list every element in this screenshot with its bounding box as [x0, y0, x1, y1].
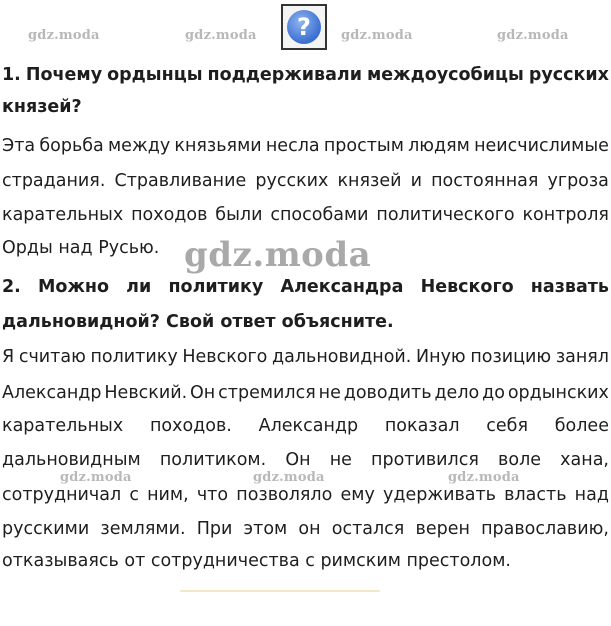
- answer-word: людям: [408, 136, 470, 156]
- answer-word: остался: [331, 519, 405, 539]
- answer-word: борьба: [39, 136, 104, 156]
- title-word: ли: [126, 277, 152, 297]
- answer-word: считаю: [18, 347, 86, 367]
- answer-word: не: [329, 450, 352, 470]
- answer-2-line: [2, 549, 609, 573]
- watermark-top-1: gdz.moda: [28, 28, 100, 43]
- watermark-bottom-3: gdz.moda: [448, 470, 520, 485]
- answer-word: себя: [486, 416, 528, 436]
- answer-word: Невского: [182, 347, 268, 367]
- answer-word: над: [574, 485, 609, 505]
- answer-word: постоянная: [431, 171, 539, 191]
- answer-word: дело: [434, 383, 480, 403]
- answer-word: ордынских: [507, 383, 609, 403]
- answer-word: этом: [243, 519, 288, 539]
- answer-word: доводить: [343, 383, 432, 403]
- answer-word: не: [318, 383, 341, 403]
- answer-word: противился: [371, 450, 479, 470]
- answer-word: Эта: [2, 136, 36, 156]
- title-word: Невского: [420, 277, 514, 297]
- title-word: политику: [168, 277, 264, 297]
- answer-word: удерживать: [382, 485, 496, 505]
- question-2-title-line: [2, 275, 609, 299]
- answer-word: он: [298, 519, 321, 539]
- answer-word: сотрудничал: [2, 485, 122, 505]
- answer-1-line: [2, 169, 609, 193]
- answer-word: Он: [190, 383, 216, 403]
- answer-word: угроза: [547, 171, 609, 191]
- answer-word: что: [196, 485, 229, 505]
- answer-word: неисчислимые: [474, 136, 609, 156]
- title-word: поддерживали: [207, 65, 362, 85]
- answer-word: отказываясь от сотрудничества с римским престолом.: [2, 551, 511, 571]
- title-word: Александра: [280, 277, 404, 297]
- watermark-top-3: gdz.moda: [341, 28, 413, 43]
- watermark-top-2: gdz.moda: [185, 28, 257, 43]
- answer-word: Я: [2, 347, 15, 367]
- answer-word: ним,: [147, 485, 189, 505]
- answer-word: дальновидной.: [272, 347, 412, 367]
- answer-word: При: [196, 519, 233, 539]
- title-word: русских: [528, 65, 609, 85]
- answer-word: землями.: [100, 519, 186, 539]
- answer-2-line: [2, 414, 609, 438]
- title-word: ордынцы: [107, 65, 203, 85]
- answer-word: власть: [504, 485, 567, 505]
- answer-word: политику: [90, 347, 178, 367]
- answer-word: Стравливание: [114, 171, 247, 191]
- watermark-top-4: gdz.moda: [497, 28, 569, 43]
- answer-word: Иную: [416, 347, 466, 367]
- answer-word: политического: [376, 205, 515, 225]
- answer-word: контроля: [522, 205, 609, 225]
- answer-2-line: [2, 483, 609, 507]
- answer-word: православию,: [481, 519, 609, 539]
- answer-word: Невский.: [104, 383, 188, 403]
- answer-word: между: [107, 136, 171, 156]
- answer-word: карательных: [2, 416, 124, 436]
- answer-word: политиком.: [159, 450, 267, 470]
- answer-word: походов.: [149, 416, 232, 436]
- question-2-title-line: [2, 310, 609, 334]
- answer-word: князей: [337, 171, 402, 191]
- answer-word: стремился: [218, 383, 316, 403]
- answer-word: с: [129, 485, 139, 505]
- answer-word: Александр: [258, 416, 359, 436]
- answer-word: хана,: [560, 450, 609, 470]
- answer-2-line: [2, 517, 609, 541]
- bottom-divider: [180, 590, 380, 592]
- answer-word: были: [215, 205, 263, 225]
- answer-1-line: [2, 134, 609, 158]
- question-1-title-line: [2, 63, 609, 87]
- title-word: князей?: [2, 97, 82, 117]
- title-word: 2.: [2, 277, 21, 297]
- answer-word: Он: [285, 450, 311, 470]
- title-word: междоусобицы: [366, 65, 524, 85]
- answer-word: карательных: [2, 205, 124, 225]
- question-icon-glyph: ?: [287, 10, 321, 44]
- answer-word: походов: [131, 205, 208, 225]
- question-1-title-line: [2, 95, 609, 119]
- answer-word: до: [482, 383, 505, 403]
- title-word: Можно: [38, 277, 109, 297]
- answer-word: князьями: [174, 136, 262, 156]
- answer-word: дальновидным: [2, 450, 141, 470]
- answer-1-line: [2, 203, 609, 227]
- answer-word: простым: [323, 136, 404, 156]
- watermark-bottom-2: gdz.moda: [253, 470, 325, 485]
- answer-word: несла: [265, 136, 320, 156]
- answer-word: способами: [270, 205, 369, 225]
- answer-2-line: [2, 345, 609, 369]
- answer-word: и: [410, 171, 422, 191]
- answer-2-line: [2, 448, 609, 472]
- answer-2-line: [2, 381, 609, 405]
- answer-word: позицию: [470, 347, 552, 367]
- answer-word: более: [554, 416, 609, 436]
- title-word: назвать: [530, 277, 609, 297]
- answer-word: Орды над Русью.: [2, 238, 160, 258]
- answer-word: русских: [255, 171, 329, 191]
- title-word: 1.: [2, 65, 21, 85]
- watermark-bottom-1: gdz.moda: [60, 470, 132, 485]
- answer-word: страдания.: [2, 171, 106, 191]
- answer-word: показал: [384, 416, 460, 436]
- watermark-middle: gdz.moda: [184, 235, 372, 275]
- question-icon[interactable]: [281, 4, 327, 50]
- answer-word: занял: [555, 347, 609, 367]
- answer-word: ему: [340, 485, 375, 505]
- answer-word: Александр: [2, 383, 102, 403]
- title-word: Почему: [25, 65, 103, 85]
- title-word: дальновидной? Свой ответ объясните.: [2, 312, 394, 332]
- answer-word: позволяло: [236, 485, 333, 505]
- answer-word: воле: [498, 450, 542, 470]
- answer-word: верен: [415, 519, 470, 539]
- answer-word: русскими: [2, 519, 90, 539]
